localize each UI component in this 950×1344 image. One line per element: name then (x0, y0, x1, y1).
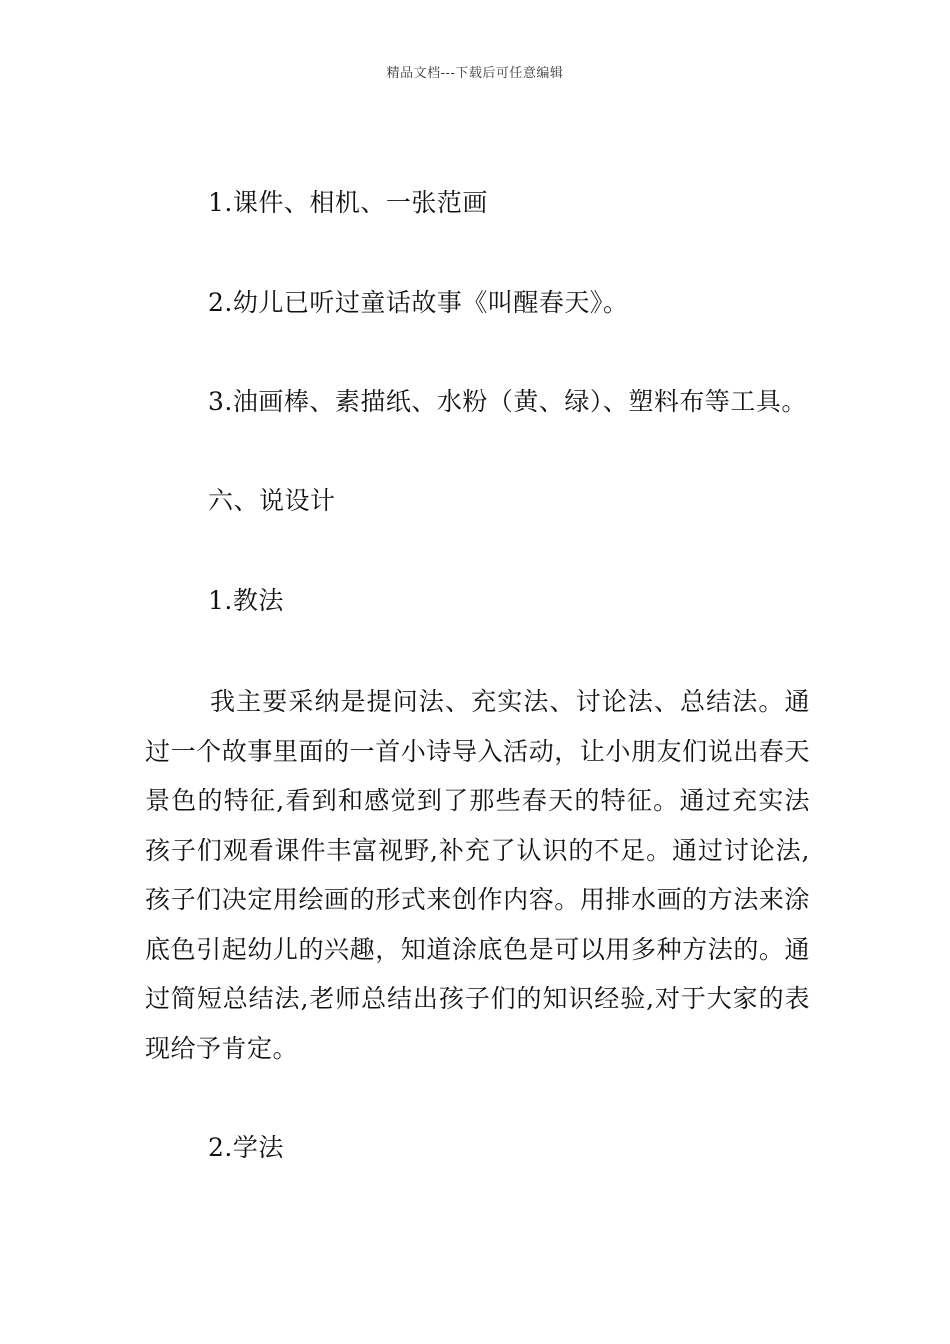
materials-item-2: 2.幼儿已听过童话故事《叫醒春天》。 (208, 288, 629, 317)
subheading-learning-method: 2.学法 (208, 1133, 284, 1162)
subheading-teaching-method: 1.教法 (208, 586, 284, 615)
section-heading-design: 六、说设计 (208, 486, 336, 515)
page-header: 精品文档---下载后可任意编辑 (386, 66, 564, 81)
materials-item-3: 3.油画棒、素描纸、水粉（黄、绿）、塑料布等工具。 (208, 387, 807, 416)
teaching-method-paragraph: 我主要采纳是提问法、充实法、讨论法、总结法。通过一个故事里面的一首小诗导入活动，让小朋友们说出春天景色的特征,看到和感觉到了那些春天的特征。通过充实法孩子们观看课件丰富视野,补充了认识的不足。通过讨论法,孩子们决定用绘画的形式来创作内容。用排水画的方法来涂底色引起幼儿的兴趣，知道涂底色是可以用多种方法的。通过简短总结法,老师总结出孩子们的知识经验,对于大家的表现给予肯定。 (145, 687, 810, 1063)
materials-item-1: 1.课件、相机、一张范画 (208, 188, 488, 217)
